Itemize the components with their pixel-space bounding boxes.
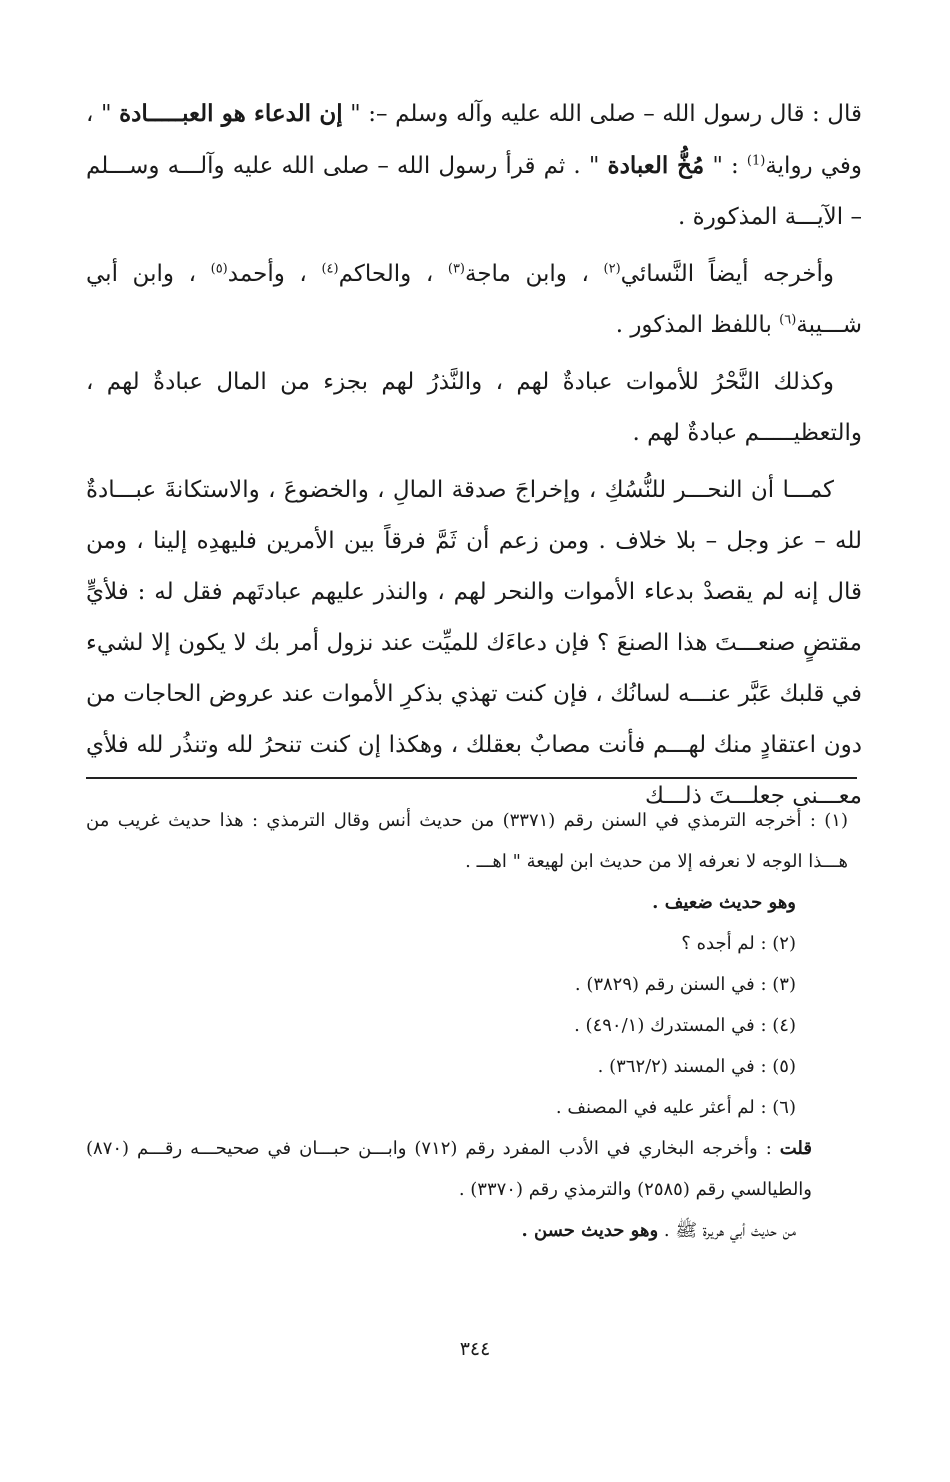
text-span: كمـــا أن النحـــر للنُّسُكِ ، وإخراجَ صدقة المالِ ، والخضوعَ ، والاستكانةَ عبـــادةٌ لله – عز وجل – بلا خلاف . ومن زعم أن ثَمَّ فرقاً بين الأمرين فليهدِه إلينا ، ومن قال إنه لم يقصدْ بدعاء الأموات والنحر لهم ، والنذر عليهم عبادتَهم فقل له : فلأيٍّ مقتضٍ صنعـــتَ هذا الصنعَ ؟ فإن دعاءَك للميِّت عند نزول أمر بك لا يكون إلا لشيء في قلبك عَبَّر عنـــه لسانُك ، فإن كنت تهذي بذكرِ الأموات عند عروض الحاجات من دون اعتقادٍ منك لهـــم فأنت مصابٌ بعقلك ، وهكذا إن كنت تنحرُ لله وتنذُر لله فلأي معـــنى جعلـــتَ ذلـــك <box>86 477 863 809</box>
footnote-ref: (٥) <box>210 261 228 277</box>
footnote-ref: (٢) <box>603 261 621 277</box>
footnote-divider <box>86 777 857 779</box>
footnote-hadith <box>86 1210 852 1251</box>
paragraph-1 <box>86 88 862 243</box>
footnote-ref: (٣) <box>447 261 465 277</box>
main-text <box>86 88 862 828</box>
text-span: قال : قال رسول الله – صلى الله عليه وآله وسلم –: " <box>350 101 863 127</box>
paragraph-2 <box>86 249 862 351</box>
text-span: : " <box>712 153 739 179</box>
text-span: ، وابن ماجة <box>465 261 589 287</box>
footnote-ref: (1) <box>746 153 766 169</box>
qult-label: قلت <box>779 1138 812 1159</box>
footnotes <box>86 800 852 1251</box>
footnote-4: (٤) : في المستدرك (٤٩٠/١) . <box>574 1015 796 1036</box>
hadith-quote-bold: مُخُّ العبادة <box>607 152 705 179</box>
text-span: ، وابن أبي شـــيبة <box>86 261 862 338</box>
paragraph-4 <box>86 465 862 822</box>
footnote-6: (٦) : لم أعثر عليه في المصنف . <box>555 1097 796 1118</box>
text-span: " ، وفي رواية <box>86 101 863 179</box>
footnote-ref: (٤) <box>321 261 339 277</box>
text-span: " . ثم قرأ رسول الله – صلى الله عليه وآلـــه وســـلم – الآيـــة المذكورة . <box>86 153 862 230</box>
text-span: ، والحاكم <box>338 261 434 287</box>
footnote-1: (١) : أخرجه الترمذي في السنن رقم (٣٣٧١) من حديث أنس وقال الترمذي : هذا حديث غريب من هـــذا الوجه لا نعرفه إلا من حديث ابن لهيعة " اهـــ . <box>86 810 848 872</box>
grade-bold: وهو حديث ضعيف . <box>652 892 796 913</box>
page-number: ٣٤٤ <box>459 1338 491 1360</box>
text-span: وأخرجه أيضاً النَّسائي <box>620 261 835 287</box>
footnote-qult <box>86 1128 852 1210</box>
paragraph-3 <box>86 357 862 459</box>
footnote-1-grade <box>86 882 852 923</box>
footnote-3: (٣) : في السنن رقم (٣٨٢٩) . <box>574 974 796 995</box>
hadith-quote-bold: إن الدعاء هو العبـــــادة <box>119 100 343 127</box>
text-span: وكذلك النَّحْرُ للأموات عبادةٌ لهم ، والنَّذرُ لهم بجزء من المال عبادةٌ لهم ، والتعظيـــــم عبادةٌ لهم . <box>86 369 862 446</box>
grade-bold: وهو حديث حسن . <box>521 1220 659 1241</box>
text-span: باللفظ المذكور . <box>615 312 772 338</box>
footnote-2: (٢) : لم أجده ؟ <box>681 933 796 954</box>
text-span: : وأخرجه البخاري في الأدب المفرد رقم (٧١٢) وابـــن حبـــان في صحيحـــه رقـــم (٨٧٠) والطيالسي رقم (٢٥٨٥) والترمذي رقم (٣٣٧٠) . <box>86 1138 812 1200</box>
footnote-5: (٥) : في المسند (٣٦٢/٢) . <box>597 1056 796 1077</box>
footnote-ref: (٦) <box>779 312 797 328</box>
text-span: ، وأحمد <box>227 261 307 287</box>
text-span: من حديث أبي هريرة ﷺ . <box>663 1220 796 1241</box>
